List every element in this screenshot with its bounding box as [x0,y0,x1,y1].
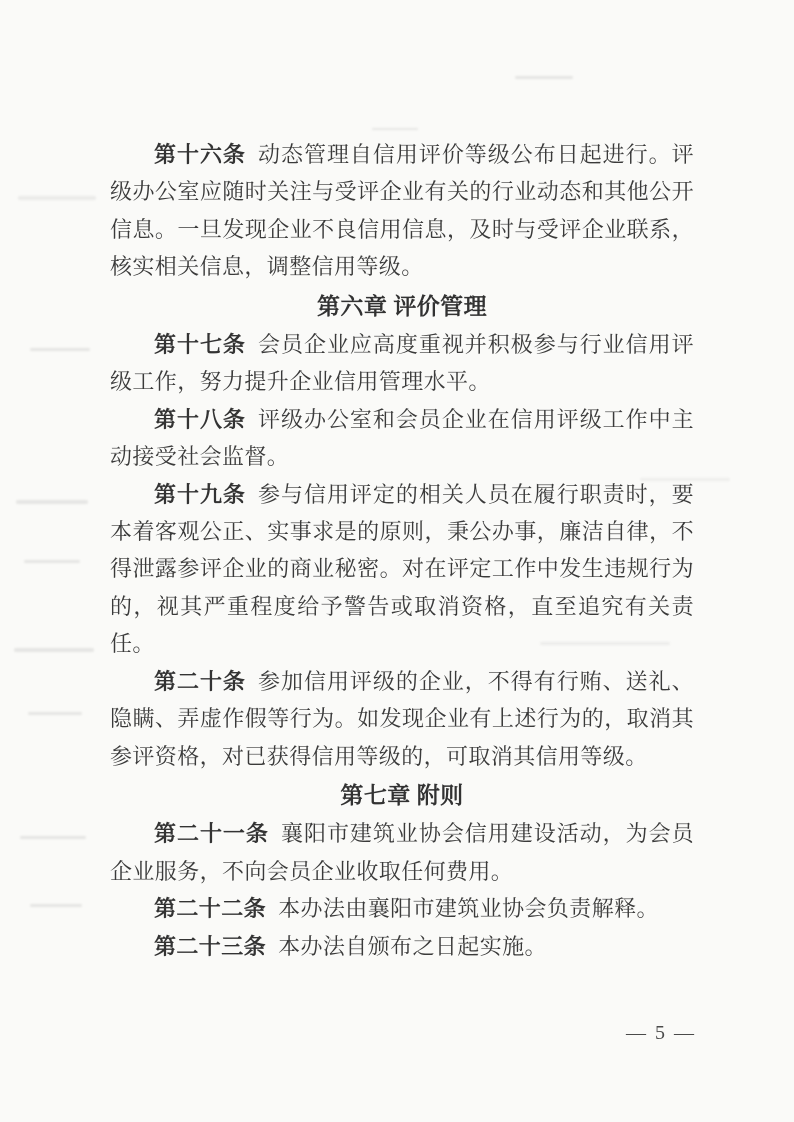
article-19-paragraph [110,476,694,663]
scan-artifact [16,500,88,504]
article-18-text: 评级办公室和会员企业在信用评级工作中主动接受社会监督。 [110,406,694,470]
article-17-number: 第十七条 [154,332,246,358]
chapter-6-heading: 第六章 评价管理 [317,293,487,319]
article-21-text: 襄阳市建筑业协会信用建设活动，为会员企业服务，不向会员企业收取任何费用。 [110,821,694,884]
article-16-text: 动态管理自信用评价等级公布日起进行。评级办公室应随时关注与受评企业有关的行业动态和其他公开信息。一旦发现企业不良信用信息，及时与受评企业联系，核实相关信息，调整信用等级。 [110,142,694,280]
scan-artifact [30,904,82,907]
article-17-text: 会员企业应高度重视并积极参与行业信用评级工作，努力提升企业信用管理水平。 [110,332,694,395]
article-16-paragraph [110,136,694,286]
article-23-text: 本办法自颁布之日起实施。 [278,933,547,959]
article-21-paragraph [110,815,694,890]
page-number-label: — 5 — [626,1022,696,1044]
article-17-paragraph [110,326,694,401]
article-19-number: 第十九条 [154,481,246,507]
page-number [626,1022,696,1045]
scan-artifact [515,76,573,79]
article-22-text: 本办法由襄阳市建筑业协会负责解释。 [278,896,659,922]
article-20-text: 参加信用评级的企业，不得有行贿、送礼、隐瞒、弄虚作假等行为。如发现企业有上述行为的，取消其参评资格，对已获得信用等级的，可取消其信用等级。 [110,668,694,769]
document-body [110,136,694,965]
scan-artifact [14,648,94,652]
article-16-number: 第十六条 [154,142,246,167]
article-18-number: 第十八条 [154,406,246,432]
scan-artifact [372,128,418,130]
scan-artifact [20,836,86,839]
article-23-paragraph [110,928,694,965]
article-23-number: 第二十三条 [154,933,267,959]
article-21-number: 第二十一条 [154,821,269,847]
scan-artifact [30,348,90,351]
article-20-number: 第二十条 [154,668,246,694]
article-19-text: 参与信用评定的相关人员在履行职责时，要本着客观公正、实事求是的原则，秉公办事，廉洁自律，不得泄露参评企业的商业秘密。对在评定工作中发生违规行为的，视其严重程度给予警告或取消资格，直至追究有关责任。 [110,481,694,657]
article-20-paragraph [110,663,694,775]
article-22-number: 第二十二条 [154,896,267,922]
scan-artifact [24,560,80,563]
scan-artifact [18,196,96,200]
scan-artifact [28,712,82,715]
article-22-paragraph [110,890,694,927]
chapter-7-heading: 第七章 附则 [340,782,464,808]
article-18-paragraph [110,401,694,476]
